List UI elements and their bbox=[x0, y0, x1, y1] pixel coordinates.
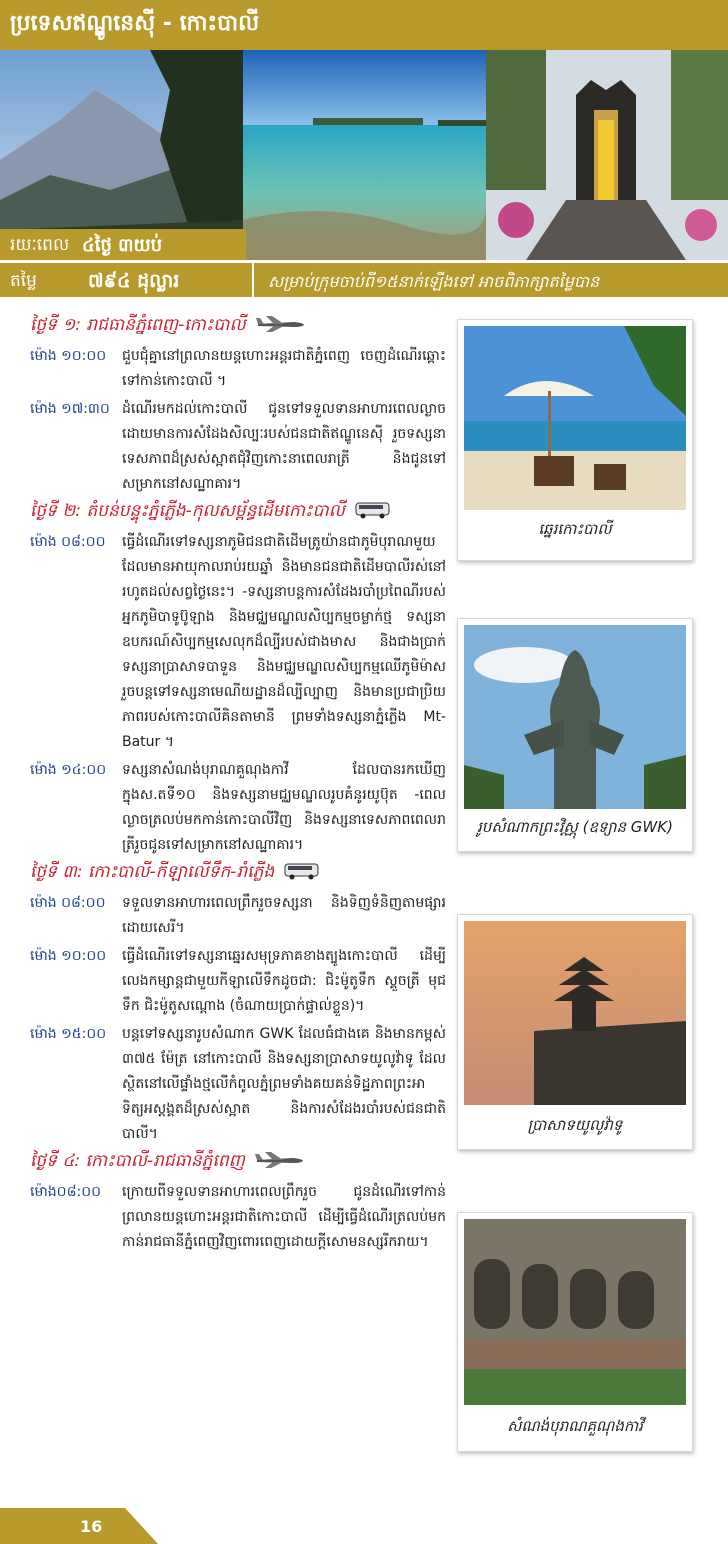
entry-text: ដំណើរមកដល់កោះបាលី ជូនទៅទទួលទានអាហារពេលល្ងាចដោយមានការសំដែងសិល្បៈរបស់ជនជាតិឥណ្ឌូនេស៊ី រួចទស្សនាទេសភាពដ៏ស្រស់ស្អាតជុំវិញកោះនាពេលរាត្រី និងជូនទៅសម្រាកនៅសណ្ឋាគារ។ bbox=[122, 401, 446, 492]
day-2-title: ថ្ងៃទី ២: តំបន់បន្ទុះភ្នំភ្លើង-កុលសម្ព័ន្ធដើមកោះបាលី bbox=[30, 500, 446, 524]
photo-caption: សំណង់បុរាណគួណុងកាវី bbox=[507, 1417, 643, 1435]
entry-time: ម៉ោង ០៨:០០ bbox=[30, 534, 106, 550]
entry-text: ទទួលទានអាហារពេលព្រឹករួចទស្សនា និងទិញទំនិញតាមផ្សារដោយសេរី។ bbox=[122, 895, 446, 936]
photo-card-uluwatu bbox=[457, 914, 693, 1150]
entry-text: ធ្វើដំណើរទៅទស្សនាឆ្នេរសមុទ្រភាគខាងត្បូងកោះបាលី ដើម្បីលេងកម្សាន្តជាមួយកីឡាលើទឹកដូចជា: ជិះម៉ូតូទឹក ស្គួចត្រី មុជទឹក ជិះម៉ូតូសណ្តោង (ចំណាយប្រាក់ផ្ទាល់ខ្លួន)។ bbox=[122, 948, 446, 1014]
gunung-kawi-photo bbox=[464, 1219, 686, 1405]
photo-card-gunung-kawi bbox=[457, 1212, 693, 1452]
entry-time: ម៉ោង ១៧:៣០ bbox=[30, 401, 110, 417]
price-value: ៧៩៤ ដុល្លារ bbox=[88, 270, 180, 292]
airplane-icon bbox=[256, 315, 306, 338]
itinerary-entry bbox=[30, 1022, 446, 1147]
itinerary-entry bbox=[30, 344, 446, 394]
price-note: សម្រាប់ក្រុមចាប់ពី១៥នាក់ឡើងទៅ អាចពិភាក្សាតម្លៃបាន bbox=[268, 272, 600, 291]
itinerary-entry bbox=[30, 758, 446, 858]
entry-time: ម៉ោង ១០:០០ bbox=[30, 348, 107, 364]
itinerary bbox=[30, 314, 446, 1258]
day-4-title: ថ្ងៃទី ៤: កោះបាលី-រាជធានីភ្នំពេញ bbox=[30, 1150, 446, 1174]
page-title: ប្រទេសឥណ្ឌូនេស៊ី - កោះបាលី bbox=[10, 11, 260, 36]
gwk-statue-photo bbox=[464, 625, 686, 809]
entry-text: បន្តទៅទស្សនារូបសំណាក GWK ដែលធំជាងគេ និងមានកម្ពស់ ៣៧៥ ម៉ែត្រ នៅកោះបាលី និងទស្សនាប្រាសាទយូលូវ៉ាទូ ដែលស្ថិតនៅលើផ្ទាំងថ្មលើកំពូលភ្នំព្រមទាំងគយគន់ទិដ្ឋភាពព្រះអាទិត្យអស្តង្គតដ៏ស្រស់ស្អាត និងការសំដែងរបាំរបស់ជនជាតិបាលី។ bbox=[122, 1026, 446, 1142]
itinerary-entry bbox=[30, 944, 446, 1019]
duration-value: ៤ថ្ងៃ ៣យប់ bbox=[82, 235, 163, 256]
page-number: 16 bbox=[80, 1517, 103, 1536]
itinerary-entry bbox=[30, 397, 446, 497]
duration-badge bbox=[0, 229, 246, 260]
price-divider bbox=[252, 263, 254, 297]
entry-text: ធ្វើដំណើរទៅទស្សនាភូមិជនជាតិដើមត្រូយ៉ានជាភូមិបុរាណមួយដែលមានអាយុកាលរាប់រយឆ្នាំ និងមានជនជាតិដើមបាលីរស់នៅរហូតដល់សព្វថ្ងៃនេះ។ -ទស្សនាបន្តការសំដែងរបាំប្រពៃណីរបស់អ្នកភូមិបាទូប៊ូឡាង និងមជ្ឈមណ្ឌលសិប្បកម្មចម្លាក់ថ្ម ទស្សនាឧបករណ៍សិប្បកម្មសេលុកដ៏ល្បីរបស់ជាងមាស និងជាងប្រាក់ ទស្សនាប្រាសាទបាទួន និងមជ្ឈមណ្ឌលសិប្បកម្មឈើភូមិម៉ាស រួចបន្តទៅទស្សនាមេណីយដ្ឋានដ៏ល្បីល្បាញ និងមានប្រជាប្រិយភាពរបស់កោះបាលីគិនតាមានី ព្រមទាំងទស្សនាភ្នំភ្លើង Mt-Batur ។ bbox=[122, 534, 446, 750]
day-3-title: ថ្ងៃទី ៣: កោះបាលី-កីឡាលើទឹក-រាំភ្លើង bbox=[30, 861, 446, 885]
photo-caption: ឆ្នេរកោះបាលី bbox=[538, 520, 612, 538]
itinerary-entry bbox=[30, 1180, 446, 1255]
price-bar bbox=[0, 263, 728, 297]
entry-time: ម៉ោង ១៥:០០ bbox=[30, 1026, 107, 1042]
entry-text: ទស្សនាសំណង់បុរាណគួណុងកាវី ដែលបានរកឃើញក្នុងស.តទី១០ និងទស្សនាមជ្ឈមណ្ឌលរូបគំនូរយូប៊ុត -ពេលល្ងាចត្រលប់មកកាន់កោះបាលីវិញ និងទស្សនាទេសភាពពេលរាត្រីរួចជូនទៅសម្រាកនៅសណ្ឋាគារ។ bbox=[122, 762, 446, 853]
entry-text: ជួបជុំគ្នានៅព្រលានយន្តហោះអន្តរជាតិភ្នំពេញ ចេញដំណើរឆ្ពោះទៅកាន់កោះបាលី ។ bbox=[122, 348, 446, 389]
photo-card-gwk bbox=[457, 618, 693, 852]
entry-time: ម៉ោង ១៤:០០ bbox=[30, 762, 107, 778]
bus-icon bbox=[284, 862, 320, 885]
photo-caption: រូបសំណាកព្រះវិស្ណុ (ឧទ្យាន GWK) bbox=[477, 818, 673, 836]
beach-photo bbox=[464, 326, 686, 510]
header-bar bbox=[0, 0, 728, 50]
sea-photo bbox=[243, 50, 486, 260]
bus-icon bbox=[355, 501, 391, 524]
day-1-title: ថ្ងៃទី ១: រាជធានីភ្នំពេញ-កោះបាលី bbox=[30, 314, 446, 338]
itinerary-entry bbox=[30, 891, 446, 941]
entry-time: ម៉ោង ១០:០០ bbox=[30, 948, 107, 964]
entry-time: ម៉ោង០៨:០០ bbox=[30, 1184, 102, 1200]
uluwatu-temple-photo bbox=[464, 921, 686, 1105]
entry-time: ម៉ោង ០៨:០០ bbox=[30, 895, 106, 911]
page-number-tab bbox=[0, 1508, 160, 1544]
entry-text: ក្រោយពីទទួលទានអាហារពេលព្រឹករួច ជូនដំណើរទៅកាន់ព្រលានយន្តហោះអន្តរជាតិកោះបាលី ដើម្បីធ្វើដំណើរត្រលប់មកកាន់រាជធានីភ្នំពេញវិញពោរពេញដោយក្តីសោមនស្សរីករាយ។ bbox=[122, 1184, 446, 1250]
temple-photo bbox=[486, 50, 728, 260]
itinerary-entry bbox=[30, 530, 446, 755]
duration-label: រយៈពេល bbox=[10, 235, 70, 255]
airplane-icon bbox=[255, 1151, 305, 1174]
photo-card-beach bbox=[457, 319, 693, 561]
photo-caption: ប្រាសាទយូលូវ៉ាទូ bbox=[527, 1116, 623, 1134]
price-label: តម្លៃ bbox=[10, 271, 37, 291]
